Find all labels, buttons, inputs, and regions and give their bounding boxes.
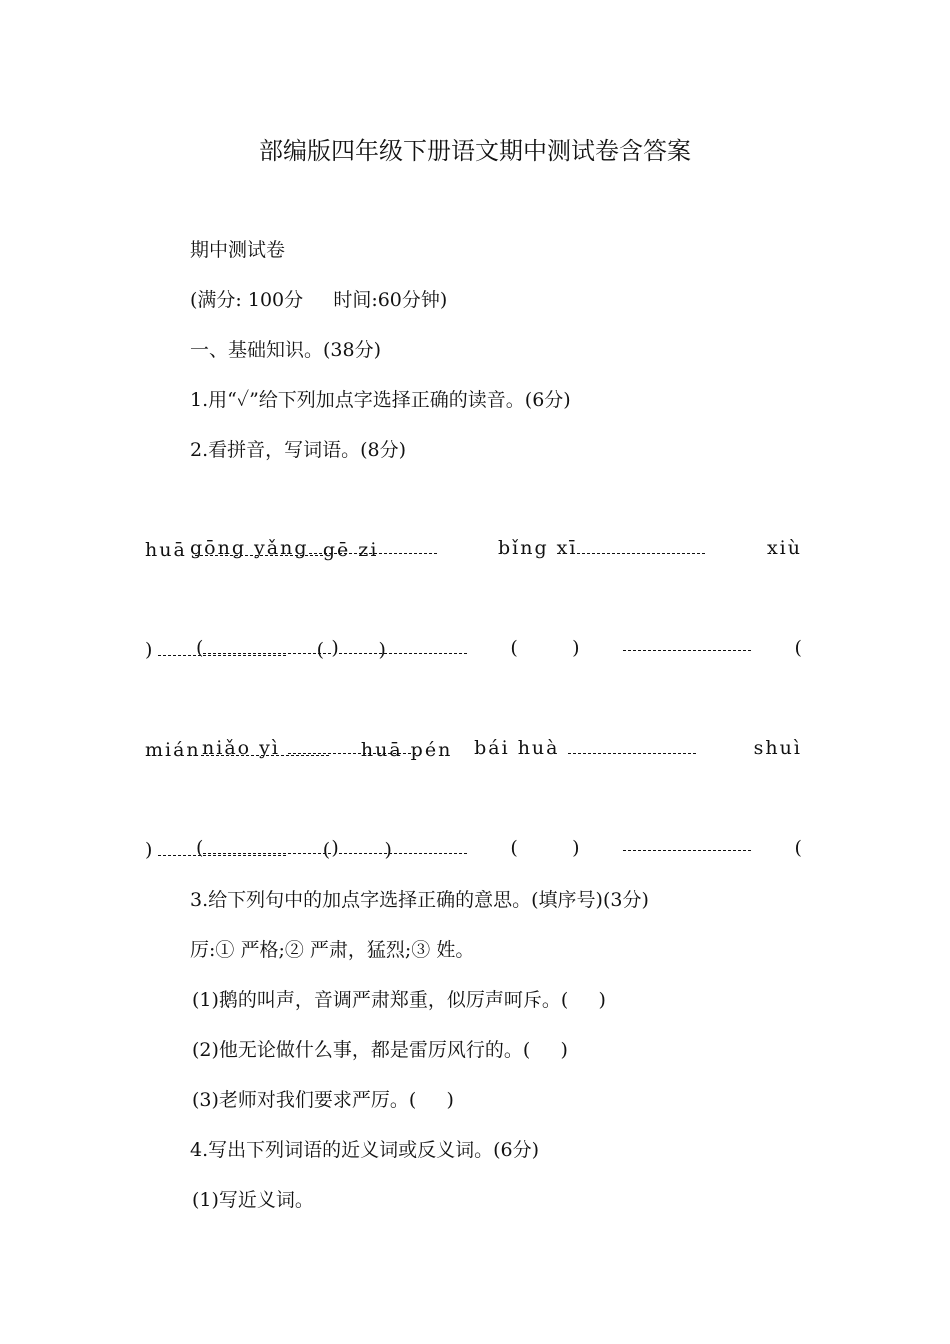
document-title: 部编版四年级下册语文期中测试卷含答案	[259, 137, 691, 165]
pinyin-item: niǎo yì	[202, 737, 280, 759]
question-4: 4.写出下列词语的近义词或反义词。(6分)	[190, 1139, 540, 1161]
answer-row-1	[196, 588, 802, 684]
pinyin-item: huā pén	[360, 739, 453, 761]
pinyin-item: huā	[145, 539, 187, 561]
question-1: 1.用“✓”给下列加点字选择正确的读音。(6分)	[190, 389, 571, 411]
paren: (	[510, 837, 518, 859]
paren: (	[322, 839, 331, 861]
paren: )	[572, 637, 580, 659]
exam-meta: (满分: 100分 时间:60分钟)	[190, 289, 448, 311]
answer-blank[interactable]	[623, 836, 751, 851]
section-heading: 一、基础知识。(38分)	[190, 339, 382, 361]
paren: )	[572, 837, 580, 859]
answer-blank[interactable]	[158, 641, 286, 656]
pinyin-item: bǐng xī	[498, 537, 578, 559]
question-3-options: 厉:① 严格;② 严肃，猛烈;③ 姓。	[190, 939, 475, 961]
pinyin-item: bái huà	[474, 737, 560, 759]
pinyin-item: mián	[145, 739, 201, 761]
paren: (	[510, 637, 518, 659]
exam-subtitle: 期中测试卷	[190, 239, 286, 261]
question-2: 2.看拼音，写词语。(8分)	[190, 439, 407, 461]
answer-blank[interactable]	[577, 539, 705, 554]
pinyin-row-1-cont	[145, 538, 378, 562]
question-3-item: (3)老师对我们要求严厉。( )	[192, 1089, 454, 1111]
pinyin-item: shuì	[753, 737, 802, 759]
pinyin-item: gē zi	[322, 539, 379, 561]
paren: (	[794, 837, 802, 859]
answer-blank[interactable]	[623, 636, 751, 651]
paren: (	[794, 637, 802, 659]
answer-blank[interactable]	[201, 741, 329, 756]
paren: (	[196, 637, 204, 659]
question-4-sub: (1)写近义词。	[192, 1189, 314, 1211]
question-3: 3.给下列句中的加点字选择正确的意思。(填序号)(3分)	[190, 889, 649, 911]
pinyin-row-2	[202, 688, 802, 784]
pinyin-row-1	[190, 488, 802, 584]
answer-row-2	[196, 788, 802, 884]
answer-blank[interactable]	[568, 739, 696, 754]
paren: )	[145, 839, 153, 861]
paren: (	[316, 639, 325, 661]
paren: )	[384, 839, 392, 861]
question-3-item: (1)鹅的叫声，音调严肃郑重，似厉声呵斥。( )	[192, 989, 606, 1011]
paren: )	[378, 639, 386, 661]
answer-row-1-cont	[145, 638, 386, 662]
question-3-item: (2)他无论做什么事，都是雷厉风行的。( )	[192, 1039, 568, 1061]
answer-blank[interactable]	[158, 841, 286, 856]
pinyin-row-2-cont	[145, 738, 452, 762]
pinyin-item: xiù	[766, 537, 802, 559]
paren: )	[145, 639, 153, 661]
paren: )	[331, 637, 339, 659]
answer-blank[interactable]	[195, 541, 323, 556]
answer-row-2-cont	[145, 838, 392, 862]
paren: (	[196, 837, 204, 859]
paren: )	[331, 837, 339, 859]
pinyin-item: gōng yǎng	[190, 537, 309, 559]
